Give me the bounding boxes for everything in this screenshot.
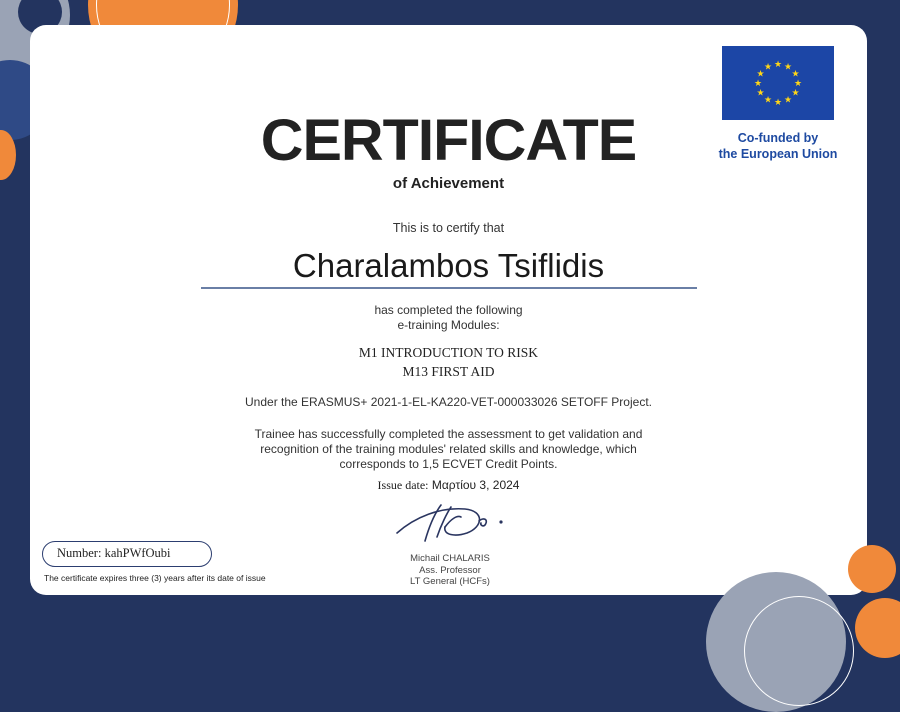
recipient-name: Charalambos Tsiflidis <box>292 247 605 284</box>
module-item: M13 FIRST AID <box>402 364 495 379</box>
certify-text: This is to certify that <box>392 221 505 235</box>
decor-circle-orange-bottom <box>848 545 896 593</box>
assessment-line: corresponds to 1,5 ECVET Credit Points. <box>339 457 558 471</box>
svg-text:★: ★ <box>793 79 803 89</box>
assessment-line: recognition of the training modules' related skills and knowledge, which <box>260 442 637 456</box>
svg-text:★: ★ <box>791 69 800 80</box>
issue-date-row <box>30 478 867 493</box>
eu-line2: the European Union <box>718 147 838 161</box>
completed-line-1: has completed the following <box>374 303 523 317</box>
svg-text:★: ★ <box>783 95 793 106</box>
signatory-block <box>370 553 530 588</box>
signature-image <box>385 497 515 549</box>
svg-text:★: ★ <box>756 88 765 99</box>
svg-text:★: ★ <box>753 79 763 89</box>
certificate-number <box>42 541 212 567</box>
svg-text:★: ★ <box>773 98 783 108</box>
completed-line-2: e-training Modules: <box>397 318 500 332</box>
expiry-note: The certificate expires three (3) years after its date of issue <box>44 573 266 583</box>
decor-circle-ring-bottom <box>744 596 854 706</box>
svg-text:★: ★ <box>791 88 800 99</box>
certificate-subtitle: of Achievement <box>392 175 505 192</box>
svg-text:★: ★ <box>763 62 773 73</box>
svg-text:★: ★ <box>783 62 793 73</box>
signatory-name: Michail CHALARIS <box>410 553 490 564</box>
signatory-role: Ass. Professor <box>419 564 481 576</box>
svg-text:★: ★ <box>763 95 773 106</box>
assessment-line: Trainee has successfully completed the assessment to get validation and <box>254 427 643 441</box>
decor-circle-orange-corner <box>855 598 900 658</box>
project-text: Under the ERASMUS+ 2021-1-EL-KA220-VET-000033026 SETOFF Project. <box>245 395 652 409</box>
issue-date-label: Issue date: <box>377 478 429 492</box>
number-label: Number: <box>57 546 102 560</box>
module-list <box>30 343 867 381</box>
svg-text:★: ★ <box>756 69 765 80</box>
assessment-text <box>30 427 867 472</box>
module-item: M1 INTRODUCTION TO RISK <box>358 345 539 360</box>
certificate-card <box>30 25 867 595</box>
number-value: kahPWfOubi <box>104 546 171 560</box>
name-underline <box>201 287 697 289</box>
issue-date-value: Μαρτίου 3, 2024 <box>431 478 520 492</box>
svg-text:★: ★ <box>773 60 783 70</box>
certificate-title: CERTIFICATE <box>260 108 637 173</box>
eu-line1: Co-funded by <box>737 131 819 145</box>
completed-text <box>30 303 867 333</box>
signatory-org: LT General (HCFs) <box>410 576 490 587</box>
